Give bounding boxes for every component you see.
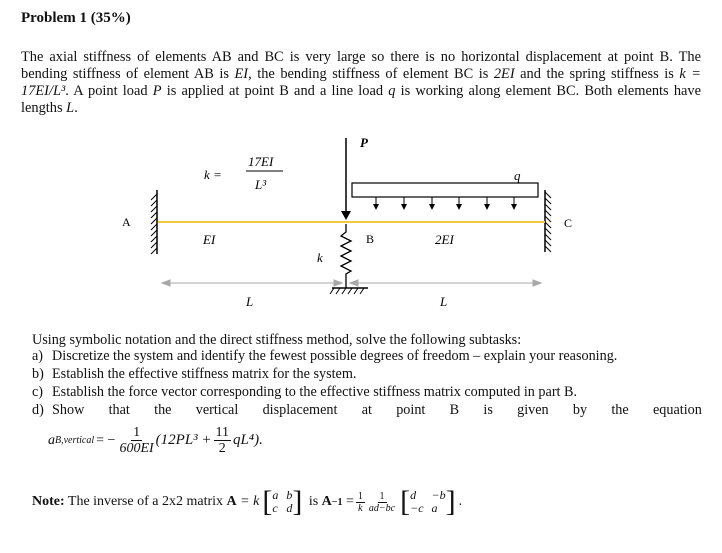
frac-num: 1 [357, 490, 363, 502]
desc-L: L [66, 100, 75, 116]
displacement-equation [48, 425, 263, 456]
frac-den: ad−bc [368, 502, 396, 514]
wall-support-c [545, 190, 551, 252]
line-load-q [352, 183, 538, 210]
desc-2ei: 2EI [493, 66, 515, 82]
desc-text: and the spring stiffness is [514, 66, 680, 82]
desc-k-expression: k = 17EI/L³ [21, 66, 702, 99]
word: B [449, 402, 460, 418]
matrix-cell: a [431, 501, 438, 515]
word: at [361, 402, 372, 418]
task-a [32, 347, 702, 365]
word: the [154, 402, 172, 418]
task-d [32, 401, 702, 419]
note-is: is [305, 494, 322, 509]
word: vertical [195, 402, 239, 418]
matrix-cell: d [286, 501, 293, 515]
task-c [32, 383, 702, 401]
eq-term-2: qL⁴). [233, 432, 263, 448]
label-EI: EI [203, 232, 216, 247]
word: the [611, 402, 629, 418]
eq-lhs: a [48, 432, 55, 448]
bracket-right: ] [292, 485, 303, 518]
frac-num: 1 [379, 490, 385, 502]
word: is [483, 402, 493, 418]
matrix-abcd [262, 485, 303, 518]
task-text: Establish the force vector corresponding to the effective stiffness matrix computed in part B. [52, 384, 578, 400]
desc-q: q [388, 83, 396, 99]
desc-ei: EI [234, 66, 249, 82]
wall-support-a [151, 190, 157, 254]
label-P: P [360, 135, 368, 150]
task-label: a) [32, 348, 44, 364]
matrix-cell: c [272, 501, 278, 515]
label-length-left: L [246, 294, 254, 309]
desc-P: P [152, 83, 162, 99]
eq-fraction-1 [119, 425, 153, 456]
label-k-den: L³ [255, 177, 267, 192]
word: given [517, 402, 549, 418]
note [32, 485, 463, 518]
frac-num: 11 [215, 425, 230, 440]
label-k-eq: k = [204, 167, 222, 182]
frac-den: 2 [218, 441, 226, 456]
desc-text: is applied at point B and a line load [161, 83, 389, 99]
matrix-cell: −b [431, 488, 446, 502]
matrix-inverse [400, 485, 456, 518]
note-fraction-1 [356, 491, 365, 514]
note-matrix-A: A [226, 494, 237, 509]
note-label: Note: [32, 494, 65, 509]
bracket-right: ] [445, 485, 456, 518]
task-label: c) [32, 384, 44, 400]
eq-fraction-2 [214, 425, 231, 456]
note-matrix-Ainv: A [321, 494, 332, 509]
matrix-cell: −c [410, 501, 424, 515]
task-label: b) [32, 366, 44, 382]
point-load-arrow [341, 138, 351, 220]
label-A: A [122, 215, 131, 229]
desc-text: . [74, 100, 78, 116]
word: displacement [262, 402, 338, 418]
desc-text: The axial stiffness of elements AB and BC is very large so there is no horizontal displacement at point B. The bending stiffness of element AB is [21, 49, 701, 82]
label-B: B [366, 232, 375, 246]
bracket-left: [ [400, 485, 411, 518]
desc-text: , the bending stiffness of element BC is [248, 66, 494, 82]
desc-text: is working along element BC. Both elements have lengths [21, 83, 701, 116]
label-k-num: 17EI [248, 154, 274, 169]
desc-text: . A point load [65, 83, 153, 99]
label-q: q [514, 168, 521, 183]
problem-title: Problem 1 (35%) [21, 10, 131, 26]
task-text: Establish the effective stiffness matrix for the system. [52, 366, 357, 382]
task-text: Discretize the system and identify the fewest possible degrees of freedom – explain your reasoning. [52, 348, 618, 364]
note-text: The inverse of a 2x2 matrix [64, 494, 227, 509]
frac-den: 600EI [119, 441, 154, 456]
task-b [32, 365, 702, 383]
word: Show [52, 402, 85, 418]
note-inv-sup: −1 [331, 496, 343, 508]
tasks-intro: Using symbolic notation and the direct stiffness method, solve the following subtasks: [32, 332, 522, 348]
matrix-cell: a [272, 488, 279, 502]
note-eq2: = [342, 494, 354, 509]
word: point [396, 402, 426, 418]
label-C: C [564, 216, 573, 230]
eq-equals: = − [96, 432, 116, 448]
note-end: . [458, 494, 463, 509]
task-label: d) [32, 402, 44, 418]
word: equation [652, 402, 702, 418]
note-eq-k: = k [236, 494, 260, 509]
task-list [32, 347, 702, 419]
word: by [572, 402, 588, 418]
word: that [108, 402, 130, 418]
bracket-left: [ [262, 485, 273, 518]
eq-term-1: (12PL³ + [155, 432, 212, 448]
eq-lhs-sub: B,vertical [55, 435, 95, 446]
label-spring-k: k [317, 250, 323, 265]
frac-den: k [358, 502, 363, 514]
matrix-cell: b [286, 488, 293, 502]
dimension-line [162, 280, 541, 286]
label-length-right: L [440, 294, 448, 309]
task-text [52, 401, 702, 419]
label-2EI: 2EI [435, 232, 454, 247]
matrix-cell: d [410, 488, 417, 502]
note-fraction-2 [369, 491, 395, 514]
frac-num: 1 [133, 425, 141, 440]
